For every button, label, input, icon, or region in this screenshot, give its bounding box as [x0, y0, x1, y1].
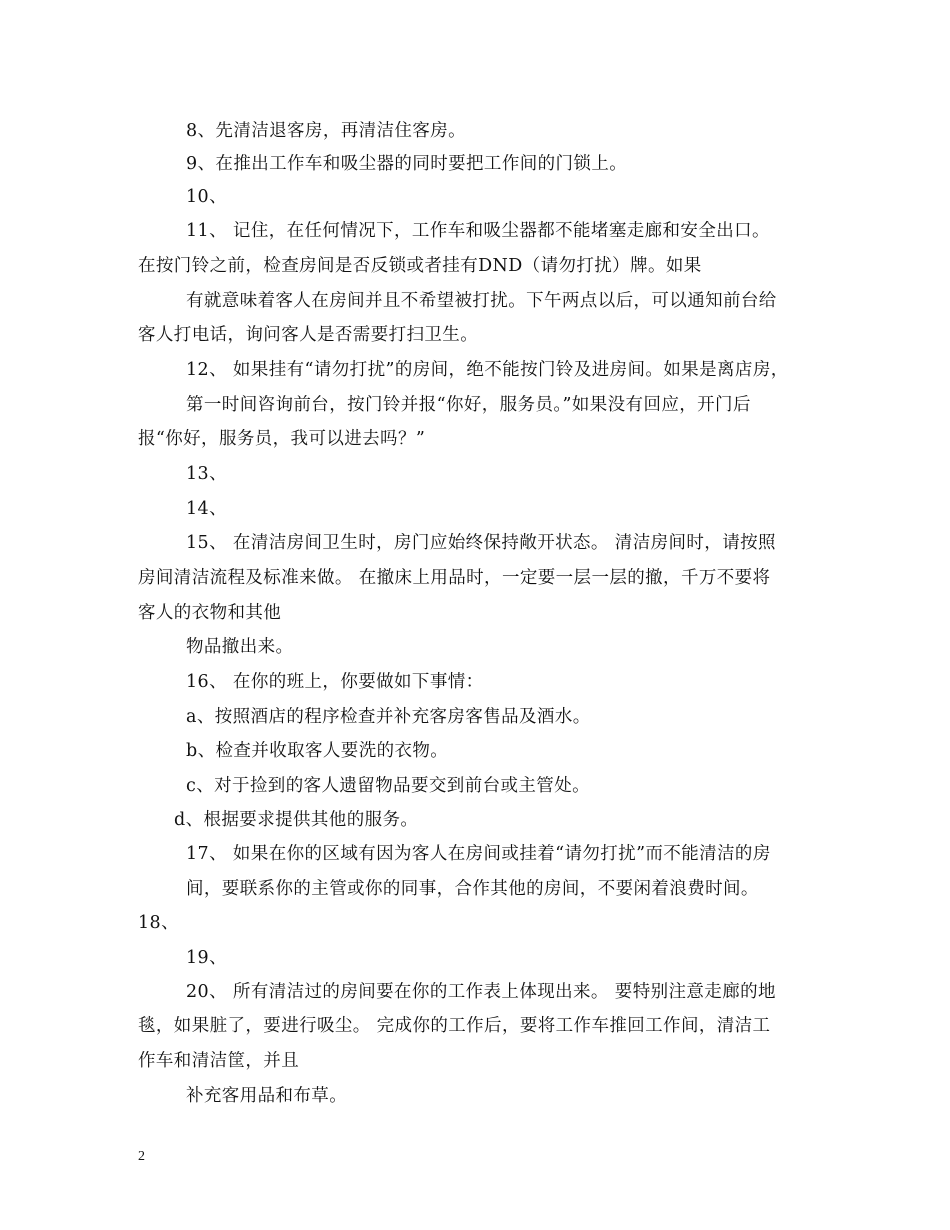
text-line: 毯，如果脏了，要进行吸尘。 完成你的工作后，要将工作车推回工作间，清洁工 [138, 1016, 771, 1036]
text-line: 间，要联系你的主管或你的同事，合作其他的房间，不要闲着浪费时间。 [186, 879, 759, 899]
text-line: 有就意味着客人在房间并且不希望被打扰。下午两点以后，可以通知前台给 [186, 291, 777, 311]
text-line: 16、 在你的班上，你要做如下事情： [186, 672, 484, 692]
text-line: 9、在推出工作车和吸尘器的同时要把工作间的门锁上。 [186, 154, 628, 174]
text-line: 10、 [186, 187, 227, 207]
text-line: 17、 如果在你的区域有因为客人在房间或挂着“请勿打扰”而不能清洁的房 [186, 844, 771, 864]
text-line: d、根据要求提供其他的服务。 [174, 810, 419, 830]
text-line: a、按照酒店的程序检查并补充客房客售品及酒水。 [186, 707, 591, 727]
text-line: 14、 [186, 499, 227, 519]
text-line: 物品撤出来。 [186, 637, 294, 657]
text-line: 12、 如果挂有“请勿打扰”的房间，绝不能按门铃及进房间。如果是离店房， [186, 360, 789, 380]
text-line: 客人的衣物和其他 [138, 603, 282, 623]
text-line: 第一时间咨询前台，按门铃并报“你好，服务员。”如果没有回应，开门后 [186, 395, 751, 415]
text-line: 19、 [186, 948, 227, 968]
text-line: 在按门铃之前，检查房间是否反锁或者挂有DND（请勿打扰）牌。如果 [138, 256, 702, 276]
text-line: 房间清洁流程及标准来做。 在撤床上用品时，一定要一层一层的撤，千万不要将 [138, 568, 771, 588]
text-line: 18、 [138, 913, 179, 933]
text-line: 15、 在清洁房间卫生时，房门应始终保持敞开状态。 清洁房间时，请按照 [186, 533, 776, 553]
text-line: c、对于捡到的客人遗留物品要交到前台或主管处。 [186, 776, 590, 796]
text-line: 客人打电话，询问客人是否需要打扫卫生。 [138, 325, 479, 345]
page-number: 2 [138, 1149, 145, 1164]
text-line: 11、 记住，在任何情况下，工作车和吸尘器都不能堵塞走廊和安全出口。 [186, 221, 770, 241]
text-line: 报“你好，服务员，我可以进去吗？” [138, 429, 426, 449]
text-line: 作车和清洁筐，并且 [138, 1051, 300, 1071]
text-line: b、检查并收取客人要洗的衣物。 [186, 741, 449, 761]
text-line: 补充客用品和布草。 [186, 1086, 348, 1106]
text-line: 20、 所有清洁过的房间要在你的工作表上体现出来。 要特别注意走廊的地 [186, 982, 776, 1002]
text-line: 8、先清洁退客房，再清洁住客房。 [186, 121, 467, 141]
text-line: 13、 [186, 464, 227, 484]
